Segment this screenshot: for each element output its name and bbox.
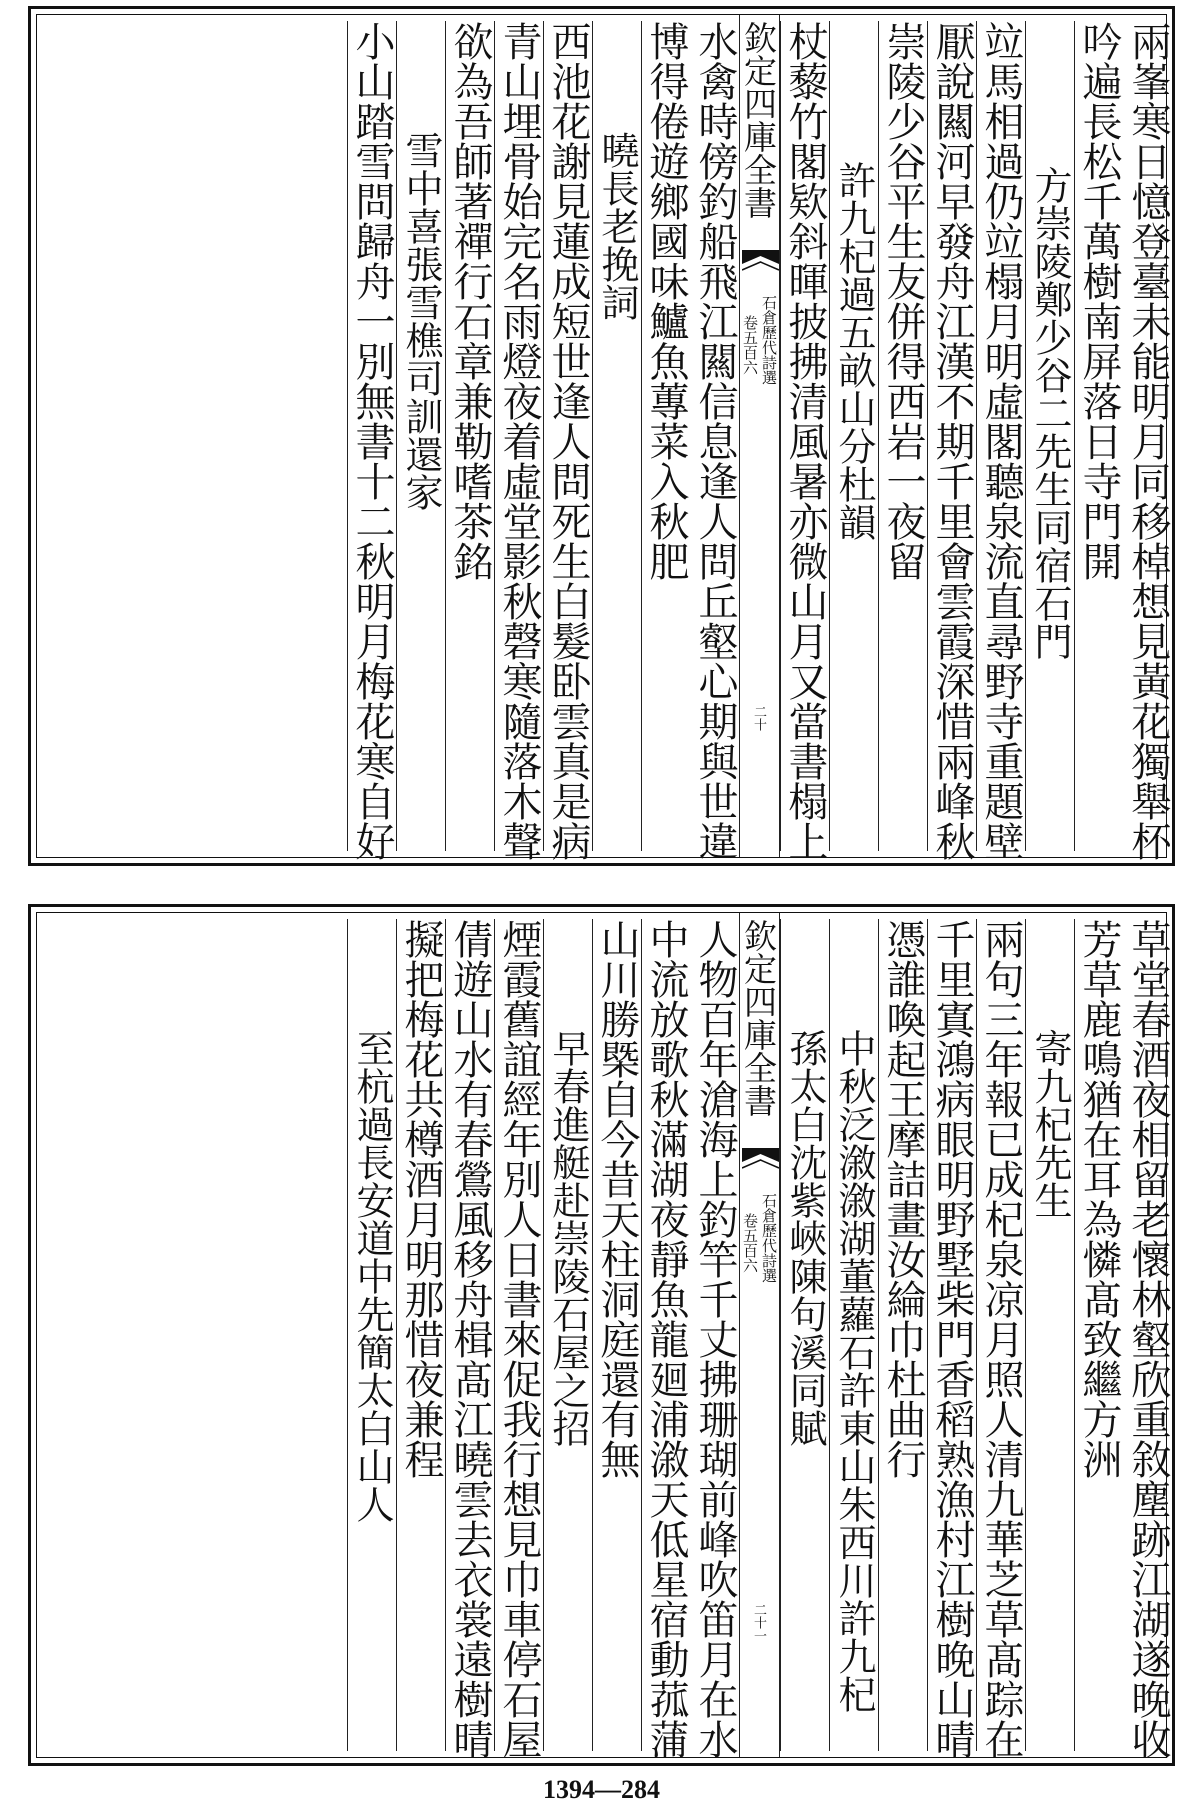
column-text: 竝馬相過仍竝榻月明虛閣聽泉流直尋野寺重題壁 — [978, 21, 1024, 861]
poem-title: 中秋泛漵漵湖董蘿石許東山朱西川許九杞 — [832, 1029, 876, 1713]
text-column — [641, 21, 690, 851]
poem-title: 許九杞過五畝山分杜韻 — [832, 161, 876, 541]
column-text: 吟遍長松千萬樹南屏落日寺門開 — [1076, 21, 1122, 581]
column-text: 山川勝槩自今昔天柱洞庭還有無 — [594, 919, 640, 1479]
folio-number: 二十 — [751, 705, 766, 731]
fish-tail-mark-icon — [742, 1148, 779, 1178]
column-text: 崇陵少谷平生友併得西岩一夜留 — [880, 21, 926, 581]
upper-page-inner-border — [36, 14, 1171, 861]
folio-number: 二十一 — [751, 1603, 766, 1642]
text-column — [494, 919, 543, 1759]
text-column — [1123, 21, 1172, 861]
poem-title: 曉長老挽詞 — [595, 131, 639, 321]
lower-page-frame — [28, 904, 1175, 1766]
text-column — [641, 919, 690, 1759]
column-text: 青山埋骨始完名雨燈夜着虛堂影秋磬寒隨落木聲 — [496, 21, 542, 861]
column-text: 西池花謝見蓮成短世逢人問死生白髮卧雲真是病 — [545, 21, 591, 861]
upper-page-frame — [28, 6, 1175, 866]
column-text: 芳草鹿鳴猶在耳為憐髙致繼方洲 — [1076, 919, 1122, 1479]
text-column — [878, 21, 927, 851]
text-column — [690, 919, 739, 1759]
text-column — [829, 21, 878, 851]
poem-title: 雪中喜張雪樵司訓還家 — [399, 131, 443, 511]
text-column — [445, 21, 494, 851]
text-column — [927, 919, 976, 1759]
text-column — [780, 919, 829, 1751]
column-text: 擬把梅花共樽酒月明那惜夜兼程 — [398, 919, 444, 1479]
column-text: 欲為吾師著禪行石章兼勒嗜茶銘 — [447, 21, 493, 581]
column-text: 兩句三年報已成杞泉凉月照人清九華芝草髙踪在 — [978, 919, 1024, 1759]
book-title: 石倉歷代詩選 — [760, 1193, 778, 1283]
poem-title: 方崇陵鄭少谷二先生同宿石門 — [1028, 166, 1072, 660]
text-column — [592, 919, 641, 1751]
poem-title: 至杭過長安道中先簡太白山人 — [350, 1029, 394, 1523]
text-column — [1074, 919, 1123, 1751]
text-column — [1025, 919, 1074, 1751]
column-text: 博得倦遊鄉國味鱸魚蓴菜入秋肥 — [643, 21, 689, 581]
text-column — [927, 21, 976, 861]
text-column — [780, 21, 829, 861]
fish-tail-mark-icon — [742, 250, 779, 280]
column-text: 兩峯寒日憶登臺未能明月同移棹想見黃花獨舉杯 — [1125, 21, 1171, 861]
center-fold — [739, 913, 780, 1757]
column-text: 中流放歌秋滿湖夜靜魚龍廻浦漵天低星宿動菰蒲 — [643, 919, 689, 1759]
poem-title: 孫太白沈紫峽陳句溪同賦 — [783, 1029, 827, 1447]
text-column — [347, 21, 396, 861]
lower-page-inner-border — [36, 912, 1171, 1759]
column-text: 厭說闗河早發舟江漢不期千里會雲霞深惜兩峰秋 — [929, 21, 975, 861]
text-column — [1123, 919, 1172, 1759]
text-column — [543, 919, 592, 1751]
book-title: 石倉歷代詩選 — [760, 295, 778, 385]
text-column — [976, 919, 1025, 1759]
text-column — [445, 919, 494, 1759]
text-column — [1074, 21, 1123, 851]
column-text: 倩遊山水有春鶯風移舟楫髙江曉雲去衣裳遠樹晴 — [447, 919, 493, 1759]
column-text: 杖藜竹閣欵斜暉披拂清風暑亦微山月又當書榻上 — [782, 21, 828, 861]
text-column — [543, 21, 592, 861]
text-column — [878, 919, 927, 1751]
poem-title: 早春進艇赴崇陵石屋之招 — [546, 1029, 590, 1447]
text-column — [347, 919, 396, 1751]
column-text: 煙霞舊誼經年別人日書來促我行想見巾車停石屋 — [496, 919, 542, 1759]
column-text: 千里寘鴻病眼明野墅柴門香稻熟漁村江樹晚山晴 — [929, 919, 975, 1759]
column-text: 小山踏雪問歸舟一別無書十二秋明月梅花寒自好 — [349, 21, 395, 861]
column-text: 草堂春酒夜相留老懷林壑欣重敘塵跡江湖遂晚收 — [1125, 919, 1171, 1759]
text-column — [1025, 21, 1074, 851]
text-column — [829, 919, 878, 1751]
text-column — [592, 21, 641, 851]
juan-number: 卷五百六 — [741, 315, 759, 375]
column-text: 人物百年滄海上釣竿千丈拂珊瑚前峰吹笛月在水 — [692, 919, 738, 1759]
library-title: 欽定四庫全書 — [739, 919, 778, 1117]
text-column — [396, 21, 445, 851]
library-title: 欽定四庫全書 — [739, 21, 778, 219]
juan-number: 卷五百六 — [741, 1213, 759, 1273]
text-column — [494, 21, 543, 861]
text-column — [690, 21, 739, 861]
text-column — [396, 919, 445, 1751]
center-fold — [739, 15, 780, 857]
text-column — [976, 21, 1025, 861]
column-text: 水禽時傍釣船飛江闗信息逢人問丘壑心期與世違 — [692, 21, 738, 861]
column-text: 憑誰喚起王摩詰畫汝綸巾杜曲行 — [880, 919, 926, 1479]
page-reference-label: 1394—284 — [543, 1775, 660, 1804]
poem-title: 寄九杞先生 — [1028, 1029, 1072, 1219]
